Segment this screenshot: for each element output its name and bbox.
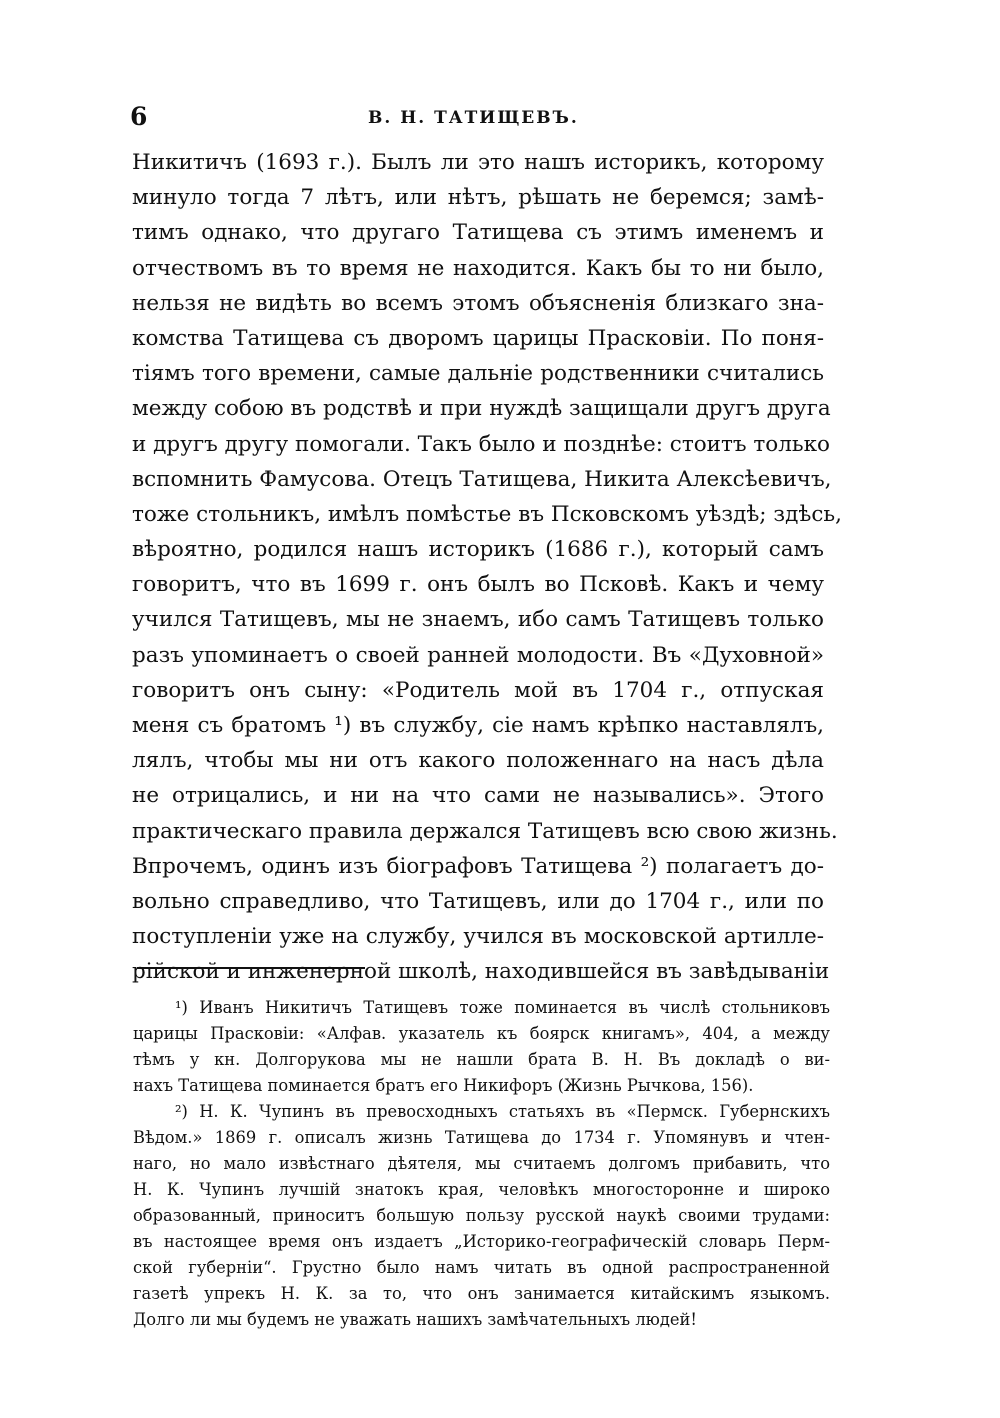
footnote-line: наго, но мало извѣстнаго дѣятеля, мы считаемъ долгомъ прибавить, что [133, 1154, 830, 1173]
footnote-1 [133, 995, 830, 1099]
text-line: тоже стольникъ, имѣлъ помѣстье въ Псковскомъ уѣздѣ; здѣсь, [132, 501, 842, 527]
running-title: В. Н. ТАТИЩЕВЪ. [368, 108, 579, 128]
text-line: меня съ братомъ ¹) въ службу, сіе намъ крѣпко наставлялъ, [132, 713, 824, 738]
text-line: минуло тогда 7 лѣтъ, или нѣтъ, рѣшать не беремся; замѣ- [132, 185, 824, 211]
footnote-marker: ¹) [175, 998, 188, 1017]
footnotes [133, 995, 830, 1333]
text-line: лялъ, чтобы мы ни отъ какого положеннаго на насъ дѣла [132, 748, 824, 774]
text-line: вольно справедливо, что Татищевъ, или до 1704 г., или по [132, 888, 824, 914]
footnote-line: Н. К. Чупинъ лучшій знатокъ края, человѣкъ многосторонне и широко [133, 1180, 830, 1199]
footnote-line: Вѣдом.» 1869 г. описалъ жизнь Татищева до 1734 г. Упомянувъ и чтен- [133, 1128, 830, 1147]
footnote-divider [137, 967, 365, 969]
text-line: вѣроятно, родился нашъ историкъ (1686 г.), который самъ [132, 537, 824, 563]
text-line: поступленіи уже на службу, учился въ московской артилле- [132, 924, 824, 950]
footnote-line: ской губерніи“. Грустно было намъ читать въ одной распространенной [133, 1258, 830, 1277]
footnote-text: Н. К. Чупинъ въ превосходныхъ статьяхъ въ «Пермск. Губернскихъ [199, 1102, 830, 1121]
footnote-line: въ настоящее время онъ издаетъ „Историко-географическій словарь Перм- [133, 1232, 830, 1251]
text-line: нельзя не видѣть во всемъ этомъ объясненія близкаго зна- [132, 290, 824, 316]
text-line: отчествомъ въ то время не находится. Какъ бы то ни было, [132, 255, 824, 281]
footnote-line: газетѣ упрекъ Н. К. за то, что онъ занимается китайскимъ языкомъ. [133, 1284, 830, 1303]
footnote-line: нахъ Татищева поминается братъ его Никифоръ (Жизнь Рычкова, 156). [133, 1076, 754, 1095]
page-header [128, 98, 833, 134]
text-line: Никитичъ (1693 г.). Былъ ли это нашъ историкъ, которому [132, 150, 824, 175]
page-number: 6 [130, 102, 148, 131]
text-line: тіямъ того времени, самые дальніе родственники считались [132, 361, 824, 387]
text-line: говоритъ онъ сыну: «Родитель мой въ 1704 г., отпуская [132, 677, 824, 703]
text-line: разъ упоминаетъ о своей ранней молодости. Въ «Духовной» [132, 642, 824, 668]
main-text [132, 145, 842, 990]
text-line: учился Татищевъ, мы не знаемъ, ибо самъ Татищевъ только [132, 607, 824, 633]
text-line: практическаго правила держался Татищевъ всю свою жизнь. [132, 818, 838, 844]
footnote-line: Долго ли мы будемъ не уважать нашихъ замѣчательныхъ людей! [133, 1310, 697, 1329]
text-line: рійской и инженерной школѣ, находившейся въ завѣдываніи [132, 959, 830, 985]
footnote-line: образованный, приноситъ большую пользу русской наукѣ своими трудами: [133, 1206, 830, 1225]
text-line: и другъ другу помогали. Такъ было и позднѣе: стоитъ только [132, 431, 830, 457]
footnote-marker: ²) [175, 1102, 188, 1121]
text-line: комства Татищева съ дворомъ царицы Прасковіи. По поня- [132, 325, 824, 351]
text-line: говоритъ, что въ 1699 г. онъ былъ во Псковѣ. Какъ и чему [132, 572, 824, 598]
footnote-line: тѣмъ у кн. Долгорукова мы не нашли брата В. Н. Въ докладѣ о ви- [133, 1050, 830, 1069]
footnote-line [133, 1099, 830, 1125]
footnote-text: Иванъ Никитичъ Татищевъ тоже поминается въ числѣ стольниковъ [199, 998, 830, 1017]
footnote-line [133, 995, 830, 1021]
text-line: тимъ однако, что другаго Татищева съ этимъ именемъ и [132, 220, 824, 246]
footnote-line: царицы Прасковіи: «Алфав. указатель къ боярск книгамъ», 404, а между [133, 1024, 830, 1043]
footnote-2 [133, 1099, 830, 1333]
text-line: не отрицались, и ни на что сами не назывались». Этого [132, 783, 824, 809]
text-line: вспомнить Фамусова. Отецъ Татищева, Никита Алексѣевичъ, [132, 466, 832, 492]
text-line: Впрочемъ, одинъ изъ біографовъ Татищева ²) полагаетъ до- [132, 853, 824, 879]
text-line: между собою въ родствѣ и при нуждѣ защищали другъ друга [132, 396, 831, 422]
